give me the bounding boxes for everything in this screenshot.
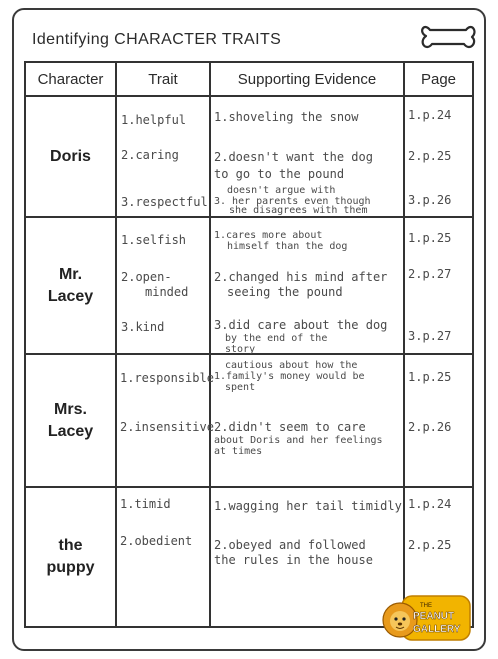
evidence-entry: doesn't argue with (227, 185, 336, 196)
trait-entry: 3.kind (121, 320, 165, 334)
page-cell (404, 96, 473, 217)
evidence-entry: seeing the pound (227, 285, 343, 299)
trait-entry: 3.respectful (121, 195, 208, 209)
page-entry: 1.p.25 (408, 231, 452, 245)
evidence-entry: the rules in the house (214, 553, 373, 567)
evidence-entry: 2.changed his mind after (214, 270, 388, 284)
header-trait: Trait (116, 62, 210, 96)
evidence-entry: to go to the pound (214, 167, 345, 181)
logo-text-gallery: GALLERY (413, 624, 461, 635)
evidence-entry: about Doris and her feelings (214, 435, 383, 446)
page-entry: 2.p.25 (408, 538, 452, 552)
evidence-cell (210, 487, 404, 627)
trait-cell (116, 487, 210, 627)
evidence-entry: himself than the dog (227, 241, 348, 252)
trait-entry: 2.insensitive (120, 420, 214, 434)
trait-entry: 1.selfish (121, 233, 187, 247)
trait-entry: minded (145, 285, 189, 299)
table-row (25, 96, 473, 217)
trait-entry: 1.helpful (121, 113, 187, 127)
logo-text-peanut: PEANUT (413, 611, 455, 622)
page-entry: 1.p.25 (408, 370, 452, 384)
evidence-entry: by the end of the (225, 333, 328, 344)
character-name-line: Lacey (47, 422, 94, 440)
evidence-entry: at times (214, 446, 263, 457)
header-page: Page (404, 62, 473, 96)
logo-text-the: THE (420, 603, 432, 609)
trait-entry: 2.obedient (120, 534, 193, 548)
character-name-line: Doris (50, 147, 91, 165)
table-row (25, 354, 473, 487)
page-entry: 3.p.26 (408, 193, 452, 207)
page-cell (404, 354, 473, 487)
character-name-line: Mr. (58, 265, 83, 283)
peanut-gallery-logo (380, 592, 472, 644)
evidence-entry: spent (225, 382, 256, 393)
page-cell (404, 217, 473, 354)
page-entry: 3.p.27 (408, 329, 452, 343)
character-name (25, 96, 116, 217)
page-entry: 1.p.24 (408, 108, 452, 122)
trait-entry: 1.responsible (120, 371, 214, 385)
evidence-entry: 1.family's money would be (214, 371, 365, 382)
page-entry: 2.p.25 (408, 149, 452, 163)
evidence-cell (210, 354, 404, 487)
character-name (25, 354, 116, 487)
evidence-cell (210, 217, 404, 354)
character-name-line: Lacey (47, 287, 94, 305)
trait-cell (116, 217, 210, 354)
character-name (25, 217, 116, 354)
evidence-entry: 3.did care about the dog (214, 318, 388, 332)
evidence-entry: story (225, 344, 256, 355)
character-name-line: Mrs. (54, 400, 87, 418)
header-supporting-evidence: Supporting Evidence (210, 62, 404, 96)
evidence-entry: 1.cares more about (214, 230, 323, 241)
evidence-entry: 1.wagging her tail timidly (214, 499, 402, 513)
trait-cell (116, 354, 214, 487)
trait-cell (116, 96, 210, 217)
evidence-entry: 2.didn't seem to care (214, 420, 366, 434)
trait-entry: 2.caring (121, 148, 179, 162)
page-entry: 2.p.26 (408, 420, 452, 434)
evidence-entry: she disagrees with them (229, 205, 368, 216)
character-name (25, 487, 116, 627)
page-entry: 1.p.24 (408, 497, 452, 511)
evidence-cell (210, 96, 404, 217)
evidence-entry: 2.obeyed and followed (214, 538, 366, 552)
evidence-entry: 1.shoveling the snow (214, 110, 359, 124)
character-name-line: puppy (46, 559, 95, 576)
character-traits-table (24, 61, 474, 628)
worksheet-title: Identifying CHARACTER TRAITS (32, 31, 282, 48)
evidence-entry: cautious about how the (225, 360, 358, 371)
table-row (25, 217, 473, 354)
trait-entry: 1.timid (120, 497, 171, 511)
character-name-line: the (58, 537, 83, 554)
evidence-entry: 2.doesn't want the dog (214, 150, 373, 164)
header-character: Character (25, 62, 116, 96)
dog-bone-icon (420, 20, 478, 56)
page-entry: 2.p.27 (408, 267, 452, 281)
evidence-entry: 3. her parents even though (214, 196, 371, 207)
trait-entry: 2.open- (121, 270, 172, 284)
